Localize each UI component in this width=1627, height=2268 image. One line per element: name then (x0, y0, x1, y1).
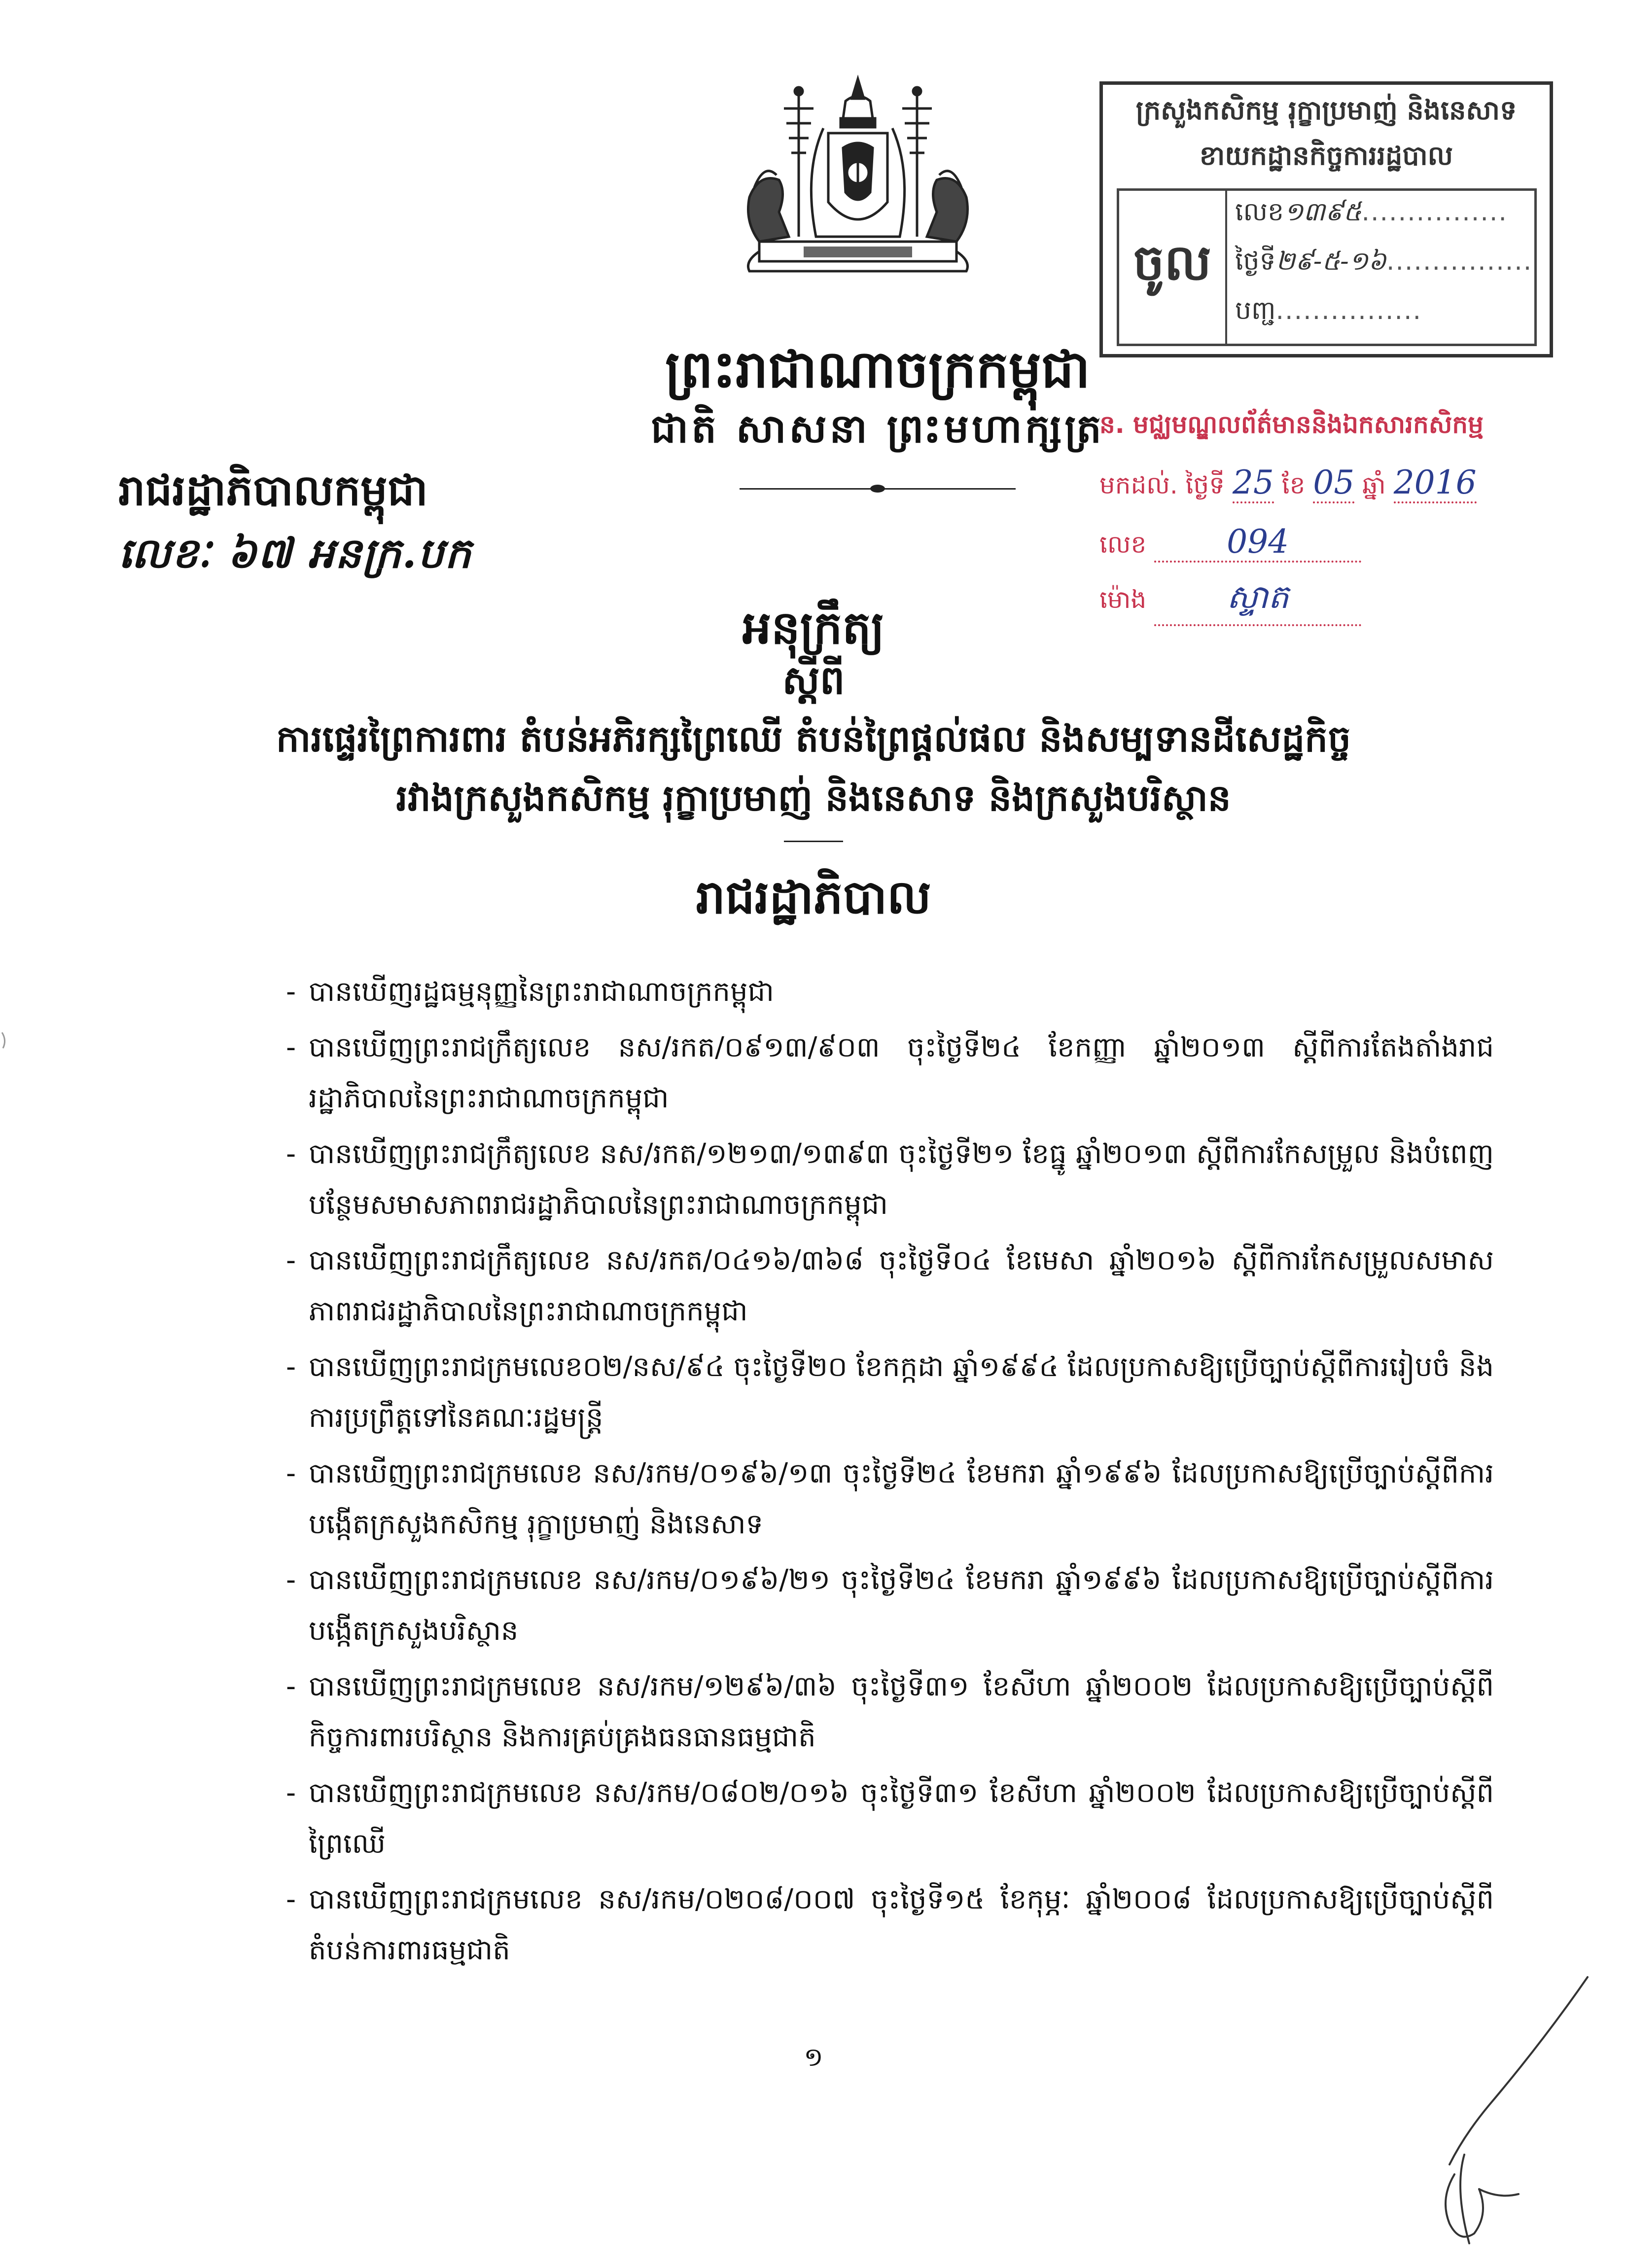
stamp-register-label: បញ្ជ (1235, 296, 1276, 325)
national-motto: ជាតិ សាសនា ព្រះមហាក្សត្រ (651, 406, 1104, 452)
scan-artifact-icon (0, 1030, 12, 1050)
red-stamp-number-row (1099, 523, 1361, 565)
ministry-received-stamp (1099, 81, 1553, 357)
red-stamp-time-label: ម៉ោង (1099, 585, 1147, 614)
motto-divider-ornament (870, 485, 885, 493)
stamp-date-dots: ................ (1386, 247, 1533, 276)
stamp-number-dots: ................ (1361, 197, 1508, 227)
recital-item: - បានឃើញព្រះរាជក្រមលេខ០២/នស/៩៤ ចុះថ្ងៃទី២០ ខែកក្កដា ឆ្នាំ១៩៩៤ ដែលប្រកាសឱ្យប្រើច្បាប់ស្តីពីការរៀបចំ និងការប្រព្រឹត្តទៅនៃគណៈរដ្ឋមន្ត្រី (286, 1342, 1494, 1443)
recital-item: - បានឃើញព្រះរាជក្រមលេខ នស/រកម/០២០៨/០០៧ ចុះថ្ងៃទី១៥ ខែកុម្ភៈ ឆ្នាំ២០០៨ ដែលប្រកាសឱ្យប្រើច្បាប់ស្តីពីតំបន់ការពារធម្មជាតិ (286, 1874, 1494, 1976)
title-concerning: ស្តីពី (782, 657, 845, 703)
stamp-date-value: ២៩-៥-១៦ (1275, 247, 1386, 276)
red-stamp-month: 05 (1313, 463, 1354, 503)
red-stamp-title: ន. មជ្ឈមណ្ឌលព័ត៌មាននិងឯកសារកសិកម្ម (1099, 410, 1484, 439)
stamp-register-dots: ................ (1275, 296, 1422, 325)
recital-item: - បានឃើញព្រះរាជក្រឹត្យលេខ នស/រកត/១២១៣/១៣៩៣ ចុះថ្ងៃទី២១ ខែធ្នូ ឆ្នាំ២០១៣ ស្តីពីការកែសម្រួល និងបំពេញបន្ថែមសមាសភាពរាជរដ្ឋាភិបាលនៃព្រះរាជាណាចក្រកម្ពុជា (286, 1129, 1494, 1230)
recitals-list (286, 966, 1494, 1976)
stamp-date-label: ថ្ងៃទី (1235, 247, 1276, 276)
red-stamp-number: 094 (1154, 523, 1361, 563)
recital-item: - បានឃើញព្រះរាជក្រមលេខ នស/រកម/០៨០២/០១៦ ចុះថ្ងៃទី៣១ ខែសីហា ឆ្នាំ២០០២ ដែលប្រកាសឱ្យប្រើច្បាប់ស្តីពីព្រៃឈើ (286, 1768, 1494, 1869)
ministry-stamp-register-box (1117, 188, 1537, 346)
page-number: ១ (804, 2043, 823, 2072)
document-type-title: អនុក្រឹត្យ (742, 602, 885, 654)
recital-item: - បានឃើញព្រះរាជក្រមលេខ នស/រកម/១២៩៦/៣៦ ចុះថ្ងៃទី៣១ ខែសីហា ឆ្នាំ២០០២ ដែលប្រកាសឱ្យប្រើច្បាប់ស្តីពីកិច្ចការពារបរិស្ថាន និងការគ្រប់គ្រងធនធានធម្មជាតិ (286, 1661, 1494, 1763)
red-stamp-date-row (1099, 463, 1477, 506)
red-stamp-time: ស្ទាត (1154, 577, 1361, 626)
issuing-authority-heading: រាជរដ្ឋាភិបាល (696, 871, 931, 924)
kingdom-title: ព្រះរាជាណាចក្រកម្ពុជា (665, 339, 1090, 399)
recital-item: - បានឃើញព្រះរាជក្រមលេខ នស/រកម/០១៩៦/២១ ចុះថ្ងៃទី២៤ ខែមករា ឆ្នាំ១៩៩៦ ដែលប្រកាសឱ្យប្រើច្បាប់ស្តីពីការបង្កើតក្រសួងបរិស្ថាន (286, 1555, 1494, 1656)
recital-item: - បានឃើញព្រះរាជក្រមលេខ នស/រកម/០១៩៦/១៣ ចុះថ្ងៃទី២៤ ខែមករា ឆ្នាំ១៩៩៦ ដែលប្រកាសឱ្យប្រើច្បាប់ស្តីពីការបង្កើតក្រសួងកសិកម្ម រុក្ខាប្រមាញ់ និងនេសាទ (286, 1448, 1494, 1550)
ministry-stamp-title: ក្រសួងកសិកម្ម រុក្ខាប្រមាញ់ និងនេសាទ (1135, 95, 1517, 126)
recital-item: - បានឃើញព្រះរាជក្រឹត្យលេខ នស/រកត/០៩១៣/៩០៣ ចុះថ្ងៃទី២៤ ខែកញ្ញា ឆ្នាំ២០១៣ ស្តីពីការតែងតាំងរាជរដ្ឋាភិបាលនៃព្រះរាជាណាចក្រកម្ពុជា (286, 1022, 1494, 1124)
red-stamp-day: 25 (1233, 463, 1274, 503)
handwritten-initials-icon (1420, 1967, 1597, 2263)
title-subject-line-1: ការផ្ទេរព្រៃការពារ តំបន់អភិរក្សព្រៃឈើ តំបន់ព្រៃផ្តល់ផល និងសម្បទានដីសេដ្ឋកិច្ច (276, 718, 1351, 760)
recital-item: - បានឃើញរដ្ឋធម្មនុញ្ញនៃព្រះរាជាណាចក្រកម្ពុជា (286, 966, 1494, 1017)
red-stamp-number-label: លេខ (1099, 530, 1147, 559)
stamp-number-label: លេខ (1235, 197, 1284, 227)
information-center-stamp (1099, 409, 1573, 626)
red-stamp-year: 2016 (1394, 463, 1477, 503)
issuing-government: រាជរដ្ឋាភិបាលកម្ពុជា (118, 466, 428, 515)
stamp-number-value: ១៣៩៥ (1284, 197, 1362, 227)
recital-item: - បានឃើញព្រះរាជក្រឹត្យលេខ នស/រកត/០៤១៦/៣៦៨ ចុះថ្ងៃទី០៤ ខែមេសា ឆ្នាំ២០១៦ ស្តីពីការកែសម្រួលសមាសភាពរាជរដ្ឋាភិបាលនៃព្រះរាជាណាចក្រកម្ពុជា (286, 1235, 1494, 1337)
ministry-stamp-department: ខាយកដ្ឋានកិច្ចការរដ្ឋបាល (1199, 140, 1453, 171)
document-reference-number: លេខៈ ៦៧ អនក្រ.បក (118, 529, 472, 577)
stamp-register-row (1235, 294, 1422, 332)
red-stamp-year-label: ឆ្នាំ (1362, 471, 1386, 499)
royal-coat-of-arms-icon (730, 74, 986, 320)
title-subject-line-2: រវាងក្រសួងកសិកម្ម រុក្ខាប្រមាញ់ និងនេសាទ និងក្រសួងបរិស្ថាន (396, 777, 1231, 819)
stamp-number-row (1235, 196, 1508, 233)
received-mark: ចូល (1119, 191, 1227, 344)
red-stamp-received-label: មកដល់. ថ្ងៃទី (1099, 471, 1225, 499)
title-divider (784, 841, 843, 842)
stamp-date-row (1235, 245, 1532, 283)
red-stamp-month-label: ខែ (1281, 471, 1306, 499)
